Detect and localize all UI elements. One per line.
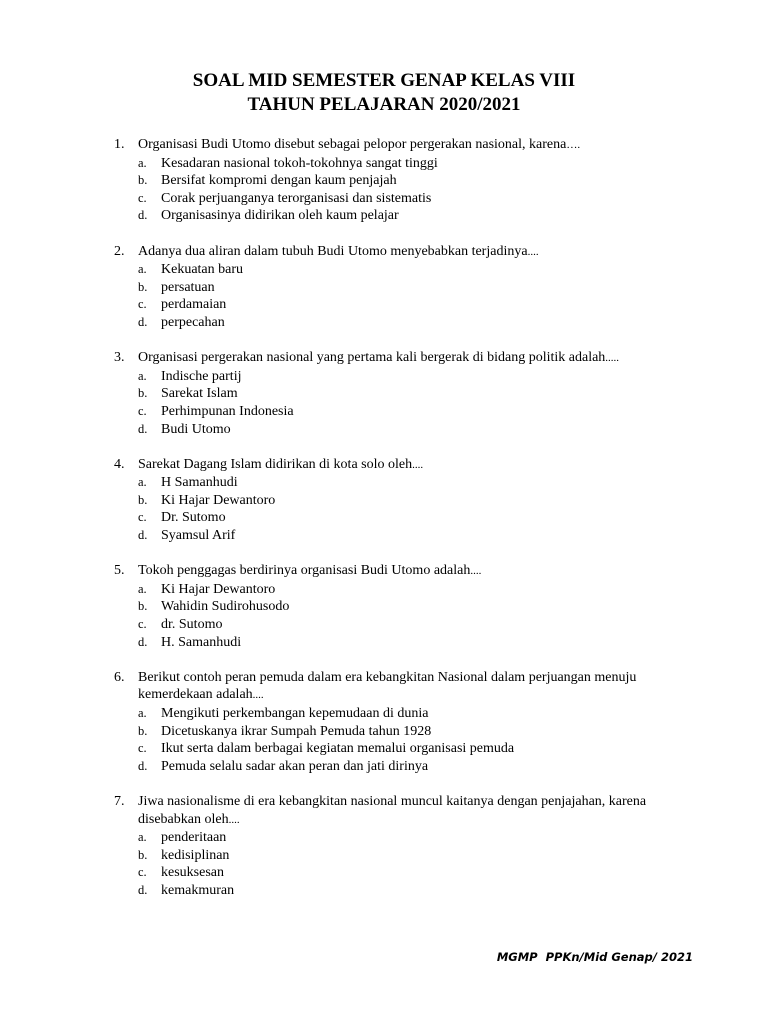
- option-letter: a.: [138, 475, 147, 490]
- answer-option: [0, 296, 768, 314]
- option-text: Wahidin Sudirohusodo: [161, 599, 290, 615]
- option-text: kesuksesan: [161, 865, 224, 881]
- option-letter: d.: [138, 528, 148, 543]
- answer-option: [0, 634, 768, 652]
- option-letter: c.: [138, 741, 147, 756]
- question-ellipsis: ....: [412, 458, 424, 471]
- option-letter: c.: [138, 865, 147, 880]
- question-stem: Organisasi Budi Utomo disebut sebagai pelopor pergerakan nasional, karena: [138, 137, 567, 152]
- option-letter: b.: [138, 173, 148, 188]
- question-text: [138, 669, 658, 705]
- question-text: [138, 456, 658, 475]
- option-text: Kekuatan baru: [161, 262, 244, 278]
- answer-option: [0, 829, 768, 847]
- option-text: Indische partij: [161, 368, 242, 384]
- question-item: [0, 562, 768, 651]
- option-letter: a.: [138, 262, 147, 277]
- option-letter: c.: [138, 617, 147, 632]
- question-text: [138, 562, 658, 581]
- option-letter: c.: [138, 403, 147, 418]
- answer-option: [0, 172, 768, 190]
- answer-option: [0, 385, 768, 403]
- question-item: [0, 136, 768, 225]
- option-letter: d.: [138, 208, 148, 223]
- answer-option: [0, 190, 768, 208]
- option-letter: b.: [138, 723, 148, 738]
- answer-option: [0, 581, 768, 599]
- option-text: Ikut serta dalam berbagai kegiatan memalui organisasi pemuda: [161, 741, 515, 757]
- question-item: [0, 669, 768, 776]
- answer-option: [0, 527, 768, 545]
- option-letter: c.: [138, 190, 147, 205]
- question-ellipsis: ....: [252, 689, 264, 702]
- option-letter: b.: [138, 847, 148, 862]
- question-item: [0, 349, 768, 438]
- option-text: Kesadaran nasional tokoh-tokohnya sangat tinggi: [161, 155, 438, 171]
- option-letter: c.: [138, 297, 147, 312]
- option-letter: b.: [138, 492, 148, 507]
- option-list: [0, 581, 768, 651]
- option-text: Sarekat Islam: [161, 386, 238, 402]
- answer-option: [0, 207, 768, 225]
- option-letter: d.: [138, 421, 148, 436]
- option-letter: d.: [138, 758, 148, 773]
- page-title: SOAL MID SEMESTER GENAP KELAS VIII: [192, 70, 576, 91]
- option-list: [0, 155, 768, 225]
- answer-option: [0, 474, 768, 492]
- question-number: 7.: [114, 793, 125, 809]
- option-text: Dr. Sutomo: [161, 510, 226, 526]
- option-text: Syamsul Arif: [161, 528, 236, 544]
- answer-option: [0, 864, 768, 882]
- option-text: penderitaan: [161, 830, 227, 846]
- question-number: 5.: [114, 563, 125, 579]
- option-text: Perhimpunan Indonesia: [161, 403, 294, 419]
- answer-option: [0, 598, 768, 616]
- question-stem: Sarekat Dagang Islam didirikan di kota solo oleh: [138, 456, 413, 472]
- answer-option: [0, 740, 768, 758]
- option-text: Mengikuti perkembangan kepemudaan di dunia: [161, 706, 429, 721]
- footer-text: MGMP PPKn/Mid Genap/ 2021: [496, 950, 693, 964]
- question-number: 3.: [114, 350, 125, 366]
- question-text: [138, 136, 658, 155]
- question-stem: Jiwa nasionalisme di era kebangkitan nasional muncul kaitanya dengan penjajahan, karena disebabkan oleh: [138, 793, 647, 827]
- question-item: [0, 243, 768, 332]
- option-letter: a.: [138, 706, 147, 720]
- answer-option: [0, 403, 768, 421]
- option-text: Pemuda selalu sadar akan peran dan jati dirinya: [161, 758, 429, 774]
- question-ellipsis: ….: [566, 139, 581, 151]
- answer-option: [0, 279, 768, 297]
- option-text: kedisiplinan: [161, 847, 230, 863]
- answer-option: [0, 509, 768, 527]
- option-letter: b.: [138, 386, 148, 401]
- option-list: [0, 368, 768, 438]
- answer-option: [0, 421, 768, 439]
- option-list: [0, 261, 768, 331]
- option-text: H Samanhudi: [161, 475, 238, 491]
- option-letter: b.: [138, 279, 148, 294]
- option-text: Organisasinya didirikan oleh kaum pelajar: [161, 208, 399, 224]
- option-text: H. Samanhudi: [161, 634, 242, 650]
- answer-option: [0, 723, 768, 741]
- option-letter: a.: [138, 830, 147, 845]
- option-text: perpecahan: [161, 314, 225, 330]
- option-text: Bersifat kompromi dengan kaum penjajah: [161, 173, 397, 189]
- option-text: kemakmuran: [161, 882, 235, 898]
- option-list: [0, 705, 768, 775]
- question-item: [0, 793, 768, 900]
- option-text: dr. Sutomo: [161, 617, 223, 633]
- question-ellipsis: ....: [228, 813, 240, 826]
- answer-option: [0, 882, 768, 900]
- option-letter: a.: [138, 581, 147, 596]
- option-letter: d.: [138, 634, 148, 649]
- question-ellipsis: ....: [527, 245, 539, 258]
- option-letter: a.: [138, 368, 147, 383]
- question-stem: Tokoh penggagas berdirinya organisasi Budi Utomo adalah: [138, 563, 471, 579]
- answer-option: [0, 261, 768, 279]
- option-list: [0, 829, 768, 899]
- question-number: 4.: [114, 456, 125, 472]
- answer-option: [0, 155, 768, 173]
- question-number: 1.: [114, 137, 125, 152]
- question-text: [138, 243, 658, 262]
- option-text: perdamaian: [161, 297, 227, 313]
- option-text: persatuan: [161, 279, 215, 295]
- option-text: Dicetuskanya ikrar Sumpah Pemuda tahun 1928: [161, 723, 432, 739]
- option-text: Budi Utomo: [161, 421, 231, 437]
- option-text: Ki Hajar Dewantoro: [161, 581, 276, 597]
- question-stem: Adanya dua aliran dalam tubuh Budi Utomo menyebabkan terjadinya: [138, 243, 528, 259]
- question-item: [0, 456, 768, 545]
- question-list: [0, 136, 768, 917]
- question-text: [138, 349, 658, 368]
- page-subtitle: TAHUN PELAJARAN 2020/2021: [247, 94, 521, 115]
- option-letter: d.: [138, 882, 148, 897]
- option-letter: c.: [138, 510, 147, 525]
- option-text: Ki Hajar Dewantoro: [161, 492, 276, 508]
- question-stem: Berikut contoh peran pemuda dalam era kebangkitan Nasional dalam perjuangan menuju kemerdekaan adalah: [138, 669, 637, 703]
- option-letter: b.: [138, 599, 148, 614]
- answer-option: [0, 705, 768, 723]
- answer-option: [0, 758, 768, 776]
- answer-option: [0, 492, 768, 510]
- option-text: Corak perjuanganya terorganisasi dan sistematis: [161, 190, 432, 206]
- question-stem: Organisasi pergerakan nasional yang pertama kali bergerak di bidang politik adalah: [138, 350, 606, 366]
- option-list: [0, 474, 768, 544]
- question-number: 2.: [114, 243, 125, 259]
- question-number: 6.: [114, 669, 125, 685]
- answer-option: [0, 847, 768, 865]
- question-text: [138, 793, 658, 829]
- answer-option: [0, 368, 768, 386]
- answer-option: [0, 616, 768, 634]
- option-letter: d.: [138, 314, 148, 329]
- question-ellipsis: ....: [470, 565, 482, 578]
- option-letter: a.: [138, 155, 147, 170]
- question-ellipsis: .....: [605, 352, 620, 365]
- answer-option: [0, 314, 768, 332]
